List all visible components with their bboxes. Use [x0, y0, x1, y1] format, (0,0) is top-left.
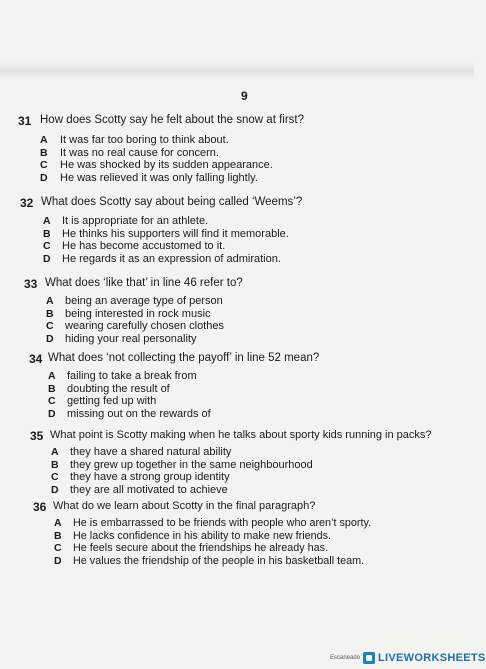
scan-shadow	[0, 62, 474, 80]
option-text: being an average type of person	[65, 295, 223, 307]
option-text: they have a strong group identity	[70, 471, 230, 483]
option-text: missing out on the rewards of	[67, 407, 211, 420]
option-b[interactable]	[0, 530, 474, 543]
option-letter: B	[48, 382, 56, 395]
option-text: they are all motivated to achieve	[70, 483, 228, 496]
option-letter: B	[51, 458, 59, 471]
option-letter: C	[46, 320, 54, 332]
question-number: 33	[24, 277, 38, 291]
option-text: getting fed up with	[67, 395, 157, 407]
option-letter: C	[40, 159, 48, 171]
question-text: What do we learn about Scotty in the final paragraph?	[53, 500, 316, 512]
option-text: they have a shared natural ability	[70, 446, 232, 458]
question-31	[0, 114, 474, 184]
question-number: 36	[33, 500, 47, 514]
option-letter: C	[51, 471, 59, 483]
option-c[interactable]	[0, 159, 474, 172]
option-letter: B	[54, 529, 62, 542]
option-text: He was shocked by its sudden appearance.	[60, 159, 273, 171]
liveworksheets-logo-icon	[363, 652, 375, 664]
option-c[interactable]	[0, 471, 474, 484]
option-letter: D	[54, 554, 62, 567]
option-text: It was no real cause for concern.	[60, 146, 219, 159]
option-text: He lacks confidence in his ability to make new friends.	[73, 529, 332, 542]
option-a[interactable]	[0, 370, 474, 383]
option-text: He was relieved it was only falling lightly.	[60, 171, 258, 184]
question-text: What does Scotty say about being called ‘Weems’?	[41, 196, 303, 208]
option-letter: D	[48, 407, 56, 420]
option-text: He thinks his supporters will find it memorable.	[62, 227, 289, 240]
question-text: How does Scotty say he felt about the snow at first?	[40, 114, 305, 126]
option-text: He has become accustomed to it.	[62, 240, 226, 252]
option-letter: D	[43, 252, 51, 265]
option-b[interactable]	[0, 147, 474, 160]
option-letter: D	[40, 171, 48, 184]
option-letter: A	[54, 517, 62, 529]
option-letter: B	[46, 307, 54, 320]
question-text: What does ‘not collecting the payoff’ in line 52 mean?	[48, 352, 320, 364]
option-letter: A	[48, 370, 56, 382]
option-letter: D	[46, 332, 54, 345]
question-number: 31	[18, 114, 32, 128]
option-text: doubting the result of	[67, 382, 170, 395]
option-c[interactable]	[0, 320, 474, 333]
option-letter: A	[46, 295, 54, 307]
option-a[interactable]	[0, 446, 474, 459]
question-number: 35	[30, 429, 44, 443]
option-text: It is appropriate for an athlete.	[62, 215, 209, 227]
option-a[interactable]	[0, 295, 474, 308]
option-b[interactable]	[0, 228, 474, 241]
question-32	[0, 196, 474, 265]
option-letter: A	[40, 134, 48, 146]
question-33	[0, 277, 474, 345]
brand-name: LIVEWORKSHEETS	[378, 652, 486, 664]
option-d[interactable]	[0, 555, 474, 568]
option-d[interactable]	[0, 253, 474, 266]
option-letter: A	[43, 215, 51, 227]
question-36	[0, 500, 474, 567]
option-a[interactable]	[0, 517, 474, 530]
option-text: He is embarrassed to be friends with people who aren’t sporty.	[73, 517, 372, 529]
option-c[interactable]	[0, 542, 474, 555]
page-number: 9	[241, 89, 248, 103]
option-text: He feels secure about the friendships he already has.	[73, 542, 329, 554]
question-35	[0, 429, 474, 496]
option-c[interactable]	[0, 395, 474, 408]
option-text: they grew up together in the same neighbourhood	[70, 458, 313, 471]
question-text: What does ‘like that’ in line 46 refer to?	[45, 277, 243, 289]
option-letter: D	[51, 483, 59, 496]
option-d[interactable]	[0, 408, 474, 421]
question-34	[0, 352, 474, 420]
option-b[interactable]	[0, 308, 474, 321]
option-text: being interested in rock music	[65, 307, 211, 320]
option-letter: C	[43, 240, 51, 252]
footer-watermark	[330, 651, 486, 665]
question-number: 32	[20, 196, 34, 210]
option-text: He regards it as an expression of admiration.	[62, 252, 281, 265]
question-text: What point is Scotty making when he talks about sporty kids running in packs?	[50, 429, 432, 441]
option-letter: A	[51, 446, 59, 458]
option-letter: C	[54, 542, 62, 554]
scanner-label: Escaneado	[330, 655, 361, 661]
option-b[interactable]	[0, 383, 474, 396]
option-a[interactable]	[0, 215, 474, 228]
option-text: failing to take a break from	[67, 370, 197, 382]
option-c[interactable]	[0, 240, 474, 253]
option-text: It was far too boring to think about.	[60, 134, 229, 146]
option-b[interactable]	[0, 459, 474, 472]
option-d[interactable]	[0, 333, 474, 346]
option-text: hiding your real personality	[65, 332, 197, 345]
option-text: wearing carefully chosen clothes	[65, 320, 224, 332]
option-text: He values the friendship of the people in his basketball team.	[73, 554, 365, 567]
option-a[interactable]	[0, 134, 474, 147]
option-letter: B	[43, 227, 51, 240]
option-d[interactable]	[0, 172, 474, 185]
option-letter: C	[48, 395, 56, 407]
option-d[interactable]	[0, 484, 474, 497]
question-number: 34	[29, 352, 43, 366]
option-letter: B	[40, 146, 48, 159]
